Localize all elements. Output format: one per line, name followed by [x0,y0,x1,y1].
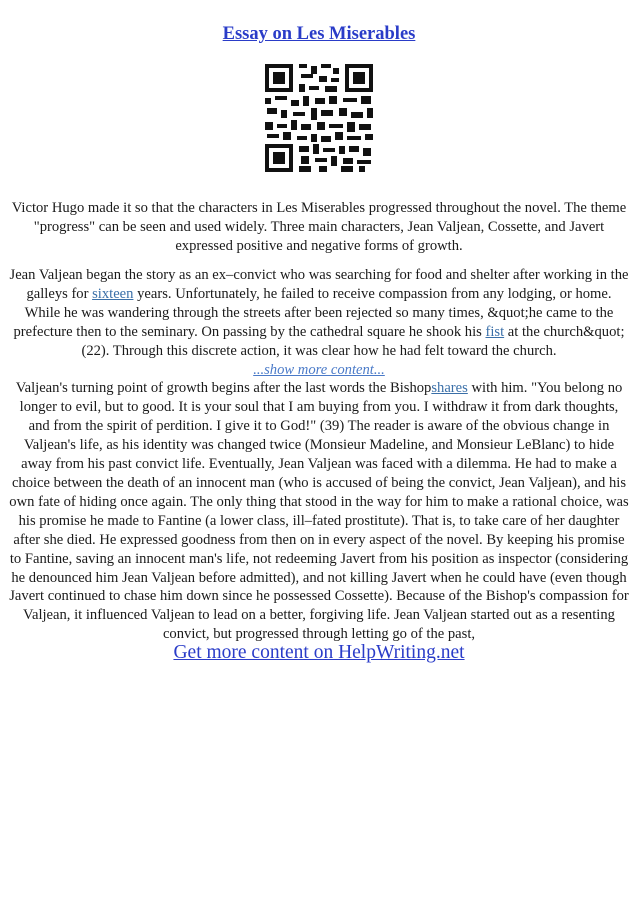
footer [0,642,638,664]
intro-paragraph [8,199,630,256]
body-text-5: with him. "You belong no longer to evil, but to good. It is your soul that I am buying from you. I withdraw it from dark thoughts, and from the spirit of perdition. I give it to God!" (39) The reader is aware of the obvious change in Valjean's life, as his identity was changed twice (Monsieur Madeline, and Monsieur LeBlanc) to hide away from his past convict life. Eventually, Jean Valjean was faced with a dilemma. He had to make a choice between the death of an innocent man (who is accused of being the convict, Jean Valjean), and his own fate of hiding once again. The only thing that stood in the way for him to make a rational choice, was his promise he made to Fantine (a lower class, ill–fated prostitute). That is, to take care of her daughter after she died. He expressed goodness from then on in every aspect of the novel. By keeping his promise to Fantine, saving an innocent man's life, not redeeming Javert from his position as inspector (considering he denounced him Jean Valjean before admitted), and not killing Javert when he could have (even though Javert continued to chase him down since he possessed Cossette). Because of the Bishop's compassion for Valjean, it influenced Valjean to lead on a better, forgiving life. Jean Valjean started out as a resenting convict, but progressed through letting go of the past, [9,380,629,643]
title-link[interactable]: Essay on Les Miserables [222,24,416,44]
qr-code-graphic [263,62,375,174]
get-more-content-link[interactable]: Get more content on HelpWriting.net [173,642,465,663]
show-more-link[interactable]: ...show more content... [253,361,385,378]
fist-link[interactable]: fist [485,323,505,340]
qr-code-icon [263,62,375,174]
body-text-2: years. Unfortunately, he failed to receive compassion from any lodging, or home. While he was wandering through the streets after been rejected so many times, &quot;he came to the prefecture then to the seminary. On passing by the cathedral square he shook his [13,285,614,340]
body-text-1: Jean Valjean began the story as an ex–convict who was searching for food and shelter after working in the galleys for [9,267,629,302]
body-text-3: at the church&quot; (22). Through this discrete action, it was clear how he had felt toward the church. [81,323,625,359]
intro-text: Victor Hugo made it so that the characters in Les Miserables progressed throughout the novel. The theme "progress" can be seen and used widely. Three main characters, Jean Valjean, Cossette, and Javert expressed positive and negative forms of growth. [11,200,627,254]
body-paragraph [8,266,630,644]
page-title [0,24,638,45]
body-text-4: Valjean's turning point of growth begins after the last words the Bishop [15,380,432,397]
shares-link[interactable]: shares [431,380,468,397]
sixteen-link[interactable]: sixteen [92,285,134,302]
